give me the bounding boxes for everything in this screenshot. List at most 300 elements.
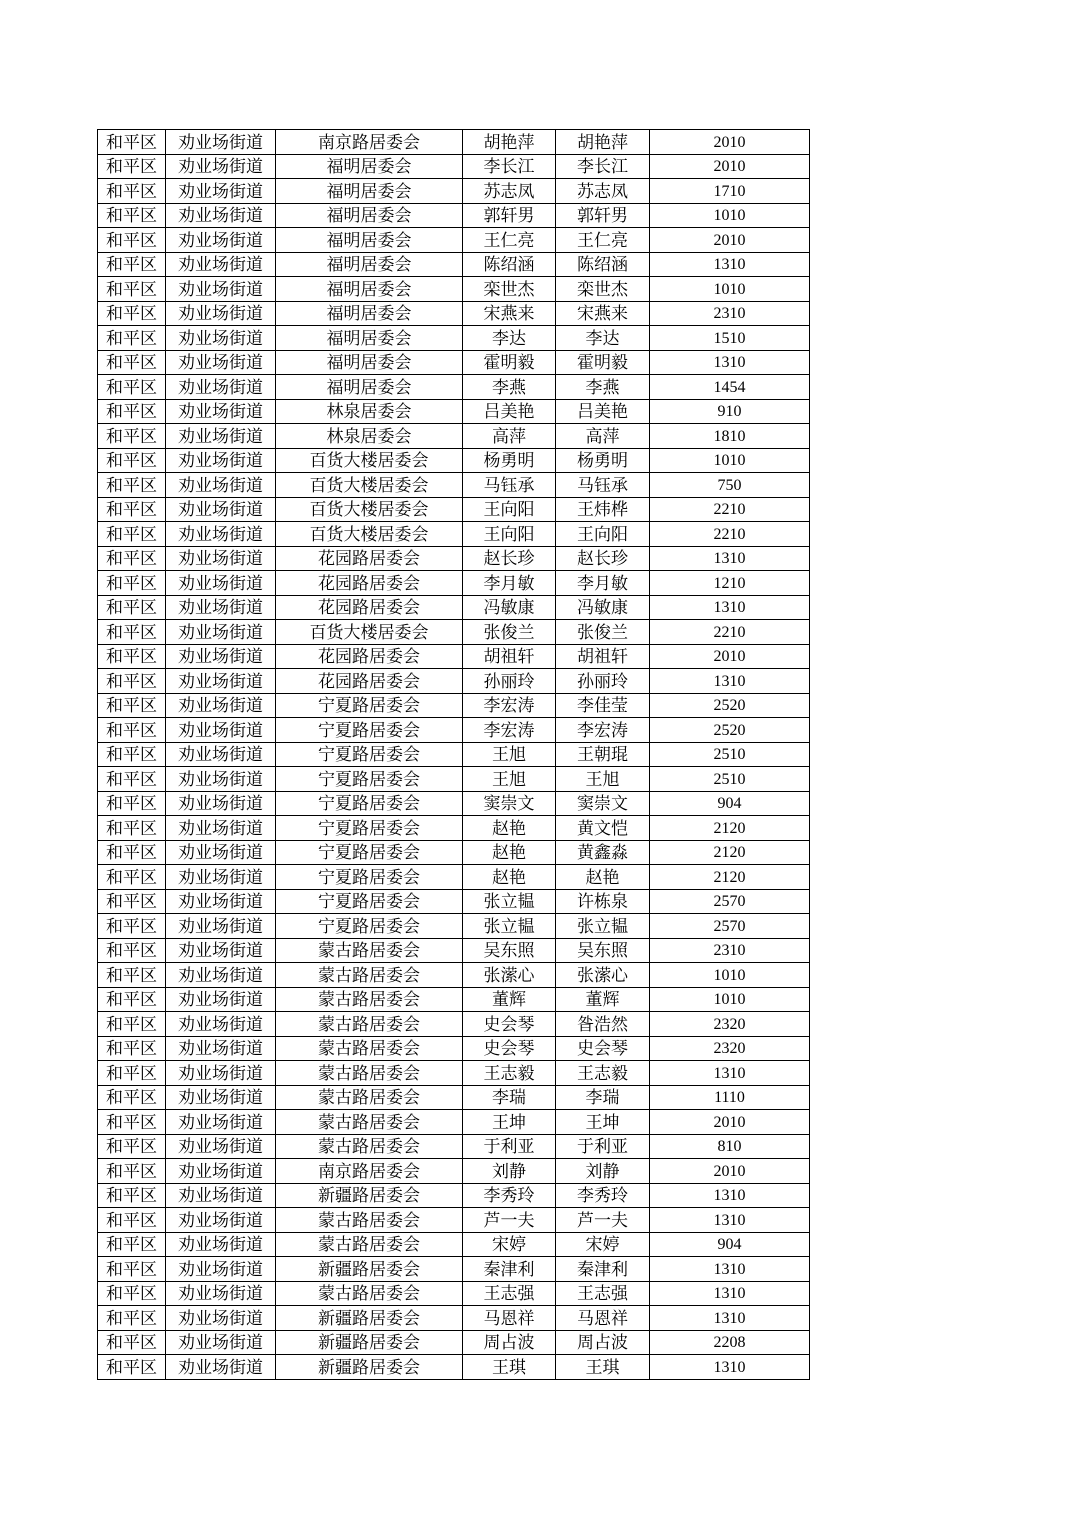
district-cell: 和平区 (98, 987, 166, 1012)
table-row (98, 1012, 810, 1037)
amount-cell: 2210 (650, 620, 810, 645)
street-cell: 劝业场街道 (166, 350, 276, 375)
committee-cell: 百货大楼居委会 (276, 620, 463, 645)
amount-cell: 1310 (650, 1257, 810, 1282)
table-row (98, 742, 810, 767)
committee-cell: 蒙古路居委会 (276, 938, 463, 963)
amount-cell: 2010 (650, 644, 810, 669)
member-cell: 李燕 (556, 375, 650, 400)
table-row (98, 326, 810, 351)
member-cell: 胡艳萍 (556, 130, 650, 155)
street-cell: 劝业场街道 (166, 497, 276, 522)
member-cell: 董辉 (556, 987, 650, 1012)
applicant-cell: 王旭 (463, 742, 556, 767)
table-row (98, 130, 810, 155)
applicant-cell: 王琪 (463, 1355, 556, 1380)
table-body (98, 130, 810, 1380)
member-cell: 吴东照 (556, 938, 650, 963)
member-cell: 宋燕来 (556, 301, 650, 326)
table-row (98, 1134, 810, 1159)
member-cell: 王坤 (556, 1110, 650, 1135)
applicant-cell: 栾世杰 (463, 277, 556, 302)
member-cell: 李瑞 (556, 1085, 650, 1110)
member-cell: 李月敏 (556, 571, 650, 596)
street-cell: 劝业场街道 (166, 693, 276, 718)
applicant-cell: 于利亚 (463, 1134, 556, 1159)
committee-cell: 福明居委会 (276, 326, 463, 351)
district-cell: 和平区 (98, 1036, 166, 1061)
district-cell: 和平区 (98, 718, 166, 743)
table-row (98, 203, 810, 228)
member-cell: 陈绍涵 (556, 252, 650, 277)
amount-cell: 1310 (650, 1183, 810, 1208)
amount-cell: 1454 (650, 375, 810, 400)
committee-cell: 宁夏路居委会 (276, 767, 463, 792)
table-row (98, 350, 810, 375)
amount-cell: 1010 (650, 277, 810, 302)
applicant-cell: 李宏涛 (463, 693, 556, 718)
street-cell: 劝业场街道 (166, 546, 276, 571)
table-row (98, 644, 810, 669)
committee-cell: 花园路居委会 (276, 546, 463, 571)
amount-cell: 810 (650, 1134, 810, 1159)
district-cell: 和平区 (98, 742, 166, 767)
member-cell: 高萍 (556, 424, 650, 449)
table-row (98, 1110, 810, 1135)
committee-cell: 蒙古路居委会 (276, 1061, 463, 1086)
amount-cell: 2570 (650, 914, 810, 939)
street-cell: 劝业场街道 (166, 718, 276, 743)
street-cell: 劝业场街道 (166, 1110, 276, 1135)
table-row (98, 938, 810, 963)
district-cell: 和平区 (98, 154, 166, 179)
district-cell: 和平区 (98, 938, 166, 963)
street-cell: 劝业场街道 (166, 326, 276, 351)
amount-cell: 1710 (650, 179, 810, 204)
member-cell: 吕美艳 (556, 399, 650, 424)
applicant-cell: 李瑞 (463, 1085, 556, 1110)
member-cell: 王志强 (556, 1281, 650, 1306)
committee-cell: 百货大楼居委会 (276, 497, 463, 522)
district-cell: 和平区 (98, 1012, 166, 1037)
committee-cell: 宁夏路居委会 (276, 840, 463, 865)
amount-cell: 1010 (650, 963, 810, 988)
district-cell: 和平区 (98, 326, 166, 351)
member-cell: 冯敏康 (556, 595, 650, 620)
committee-cell: 福明居委会 (276, 228, 463, 253)
street-cell: 劝业场街道 (166, 301, 276, 326)
street-cell: 劝业场街道 (166, 130, 276, 155)
district-cell: 和平区 (98, 350, 166, 375)
applicant-cell: 周占波 (463, 1330, 556, 1355)
amount-cell: 2510 (650, 767, 810, 792)
street-cell: 劝业场街道 (166, 1061, 276, 1086)
street-cell: 劝业场街道 (166, 228, 276, 253)
table-row (98, 791, 810, 816)
district-cell: 和平区 (98, 914, 166, 939)
district-cell: 和平区 (98, 228, 166, 253)
applicant-cell: 吕美艳 (463, 399, 556, 424)
amount-cell: 1310 (650, 546, 810, 571)
applicant-cell: 张俊兰 (463, 620, 556, 645)
table-row (98, 1061, 810, 1086)
street-cell: 劝业场街道 (166, 840, 276, 865)
street-cell: 劝业场街道 (166, 620, 276, 645)
street-cell: 劝业场街道 (166, 1134, 276, 1159)
amount-cell: 910 (650, 399, 810, 424)
member-cell: 马恩祥 (556, 1306, 650, 1331)
member-cell: 周占波 (556, 1330, 650, 1355)
district-cell: 和平区 (98, 693, 166, 718)
applicant-cell: 马恩祥 (463, 1306, 556, 1331)
applicant-cell: 王志毅 (463, 1061, 556, 1086)
street-cell: 劝业场街道 (166, 203, 276, 228)
member-cell: 李宏涛 (556, 718, 650, 743)
applicant-cell: 张立韫 (463, 914, 556, 939)
applicant-cell: 孙丽玲 (463, 669, 556, 694)
table-row (98, 865, 810, 890)
table-row (98, 546, 810, 571)
member-cell: 王琪 (556, 1355, 650, 1380)
street-cell: 劝业场街道 (166, 522, 276, 547)
committee-cell: 花园路居委会 (276, 571, 463, 596)
applicant-cell: 李燕 (463, 375, 556, 400)
amount-cell: 1310 (650, 1355, 810, 1380)
table-row (98, 252, 810, 277)
applicant-cell: 高萍 (463, 424, 556, 449)
member-cell: 宋婷 (556, 1232, 650, 1257)
member-cell: 王志毅 (556, 1061, 650, 1086)
district-cell: 和平区 (98, 889, 166, 914)
district-cell: 和平区 (98, 669, 166, 694)
amount-cell: 2120 (650, 816, 810, 841)
street-cell: 劝业场街道 (166, 791, 276, 816)
applicant-cell: 刘静 (463, 1159, 556, 1184)
committee-cell: 福明居委会 (276, 277, 463, 302)
committee-cell: 南京路居委会 (276, 130, 463, 155)
district-cell: 和平区 (98, 424, 166, 449)
district-cell: 和平区 (98, 840, 166, 865)
applicant-cell: 史会琴 (463, 1012, 556, 1037)
amount-cell: 1010 (650, 203, 810, 228)
applicant-cell: 赵艳 (463, 816, 556, 841)
applicant-cell: 郭轩男 (463, 203, 556, 228)
table-row (98, 1208, 810, 1233)
street-cell: 劝业场街道 (166, 1012, 276, 1037)
applicant-cell: 李长江 (463, 154, 556, 179)
street-cell: 劝业场街道 (166, 963, 276, 988)
amount-cell: 2010 (650, 1110, 810, 1135)
street-cell: 劝业场街道 (166, 1281, 276, 1306)
applicant-cell: 张潆心 (463, 963, 556, 988)
applicant-cell: 秦津利 (463, 1257, 556, 1282)
district-cell: 和平区 (98, 546, 166, 571)
street-cell: 劝业场街道 (166, 1208, 276, 1233)
amount-cell: 2010 (650, 154, 810, 179)
committee-cell: 宁夏路居委会 (276, 889, 463, 914)
street-cell: 劝业场街道 (166, 987, 276, 1012)
applicant-cell: 王向阳 (463, 497, 556, 522)
applicant-cell: 张立韫 (463, 889, 556, 914)
committee-cell: 新疆路居委会 (276, 1183, 463, 1208)
district-cell: 和平区 (98, 1110, 166, 1135)
table-row (98, 375, 810, 400)
applicant-cell: 史会琴 (463, 1036, 556, 1061)
committee-cell: 宁夏路居委会 (276, 693, 463, 718)
applicant-cell: 李月敏 (463, 571, 556, 596)
table-row (98, 1355, 810, 1380)
applicant-cell: 李秀玲 (463, 1183, 556, 1208)
amount-cell: 2010 (650, 228, 810, 253)
member-cell: 王向阳 (556, 522, 650, 547)
amount-cell: 2120 (650, 865, 810, 890)
committee-cell: 南京路居委会 (276, 1159, 463, 1184)
amount-cell: 2310 (650, 938, 810, 963)
district-cell: 和平区 (98, 277, 166, 302)
committee-cell: 花园路居委会 (276, 595, 463, 620)
table-row (98, 1281, 810, 1306)
street-cell: 劝业场街道 (166, 767, 276, 792)
committee-cell: 宁夏路居委会 (276, 718, 463, 743)
amount-cell: 2120 (650, 840, 810, 865)
committee-cell: 百货大楼居委会 (276, 473, 463, 498)
committee-cell: 宁夏路居委会 (276, 914, 463, 939)
street-cell: 劝业场街道 (166, 1159, 276, 1184)
data-table (97, 129, 810, 1380)
amount-cell: 2320 (650, 1036, 810, 1061)
table-row (98, 595, 810, 620)
member-cell: 杨勇明 (556, 448, 650, 473)
table-row (98, 1036, 810, 1061)
amount-cell: 2570 (650, 889, 810, 914)
committee-cell: 福明居委会 (276, 203, 463, 228)
district-cell: 和平区 (98, 1085, 166, 1110)
committee-cell: 花园路居委会 (276, 644, 463, 669)
member-cell: 李秀玲 (556, 1183, 650, 1208)
member-cell: 栾世杰 (556, 277, 650, 302)
district-cell: 和平区 (98, 963, 166, 988)
table-row (98, 669, 810, 694)
member-cell: 张潆心 (556, 963, 650, 988)
table-row (98, 767, 810, 792)
table-row (98, 448, 810, 473)
district-cell: 和平区 (98, 179, 166, 204)
committee-cell: 蒙古路居委会 (276, 1232, 463, 1257)
table-row (98, 963, 810, 988)
applicant-cell: 王坤 (463, 1110, 556, 1135)
member-cell: 王炜桦 (556, 497, 650, 522)
member-cell: 黄文恺 (556, 816, 650, 841)
table-row (98, 301, 810, 326)
amount-cell: 2210 (650, 497, 810, 522)
committee-cell: 新疆路居委会 (276, 1355, 463, 1380)
table-row (98, 154, 810, 179)
member-cell: 李佳莹 (556, 693, 650, 718)
table-row (98, 1183, 810, 1208)
committee-cell: 蒙古路居委会 (276, 1281, 463, 1306)
committee-cell: 蒙古路居委会 (276, 1036, 463, 1061)
applicant-cell: 马钰承 (463, 473, 556, 498)
table-row (98, 914, 810, 939)
street-cell: 劝业场街道 (166, 277, 276, 302)
street-cell: 劝业场街道 (166, 889, 276, 914)
member-cell: 王旭 (556, 767, 650, 792)
street-cell: 劝业场街道 (166, 865, 276, 890)
table-row (98, 840, 810, 865)
amount-cell: 1310 (650, 595, 810, 620)
table-row (98, 1085, 810, 1110)
amount-cell: 1310 (650, 1306, 810, 1331)
committee-cell: 宁夏路居委会 (276, 865, 463, 890)
member-cell: 刘静 (556, 1159, 650, 1184)
district-cell: 和平区 (98, 1061, 166, 1086)
amount-cell: 1210 (650, 571, 810, 596)
street-cell: 劝业场街道 (166, 448, 276, 473)
applicant-cell: 王仁亮 (463, 228, 556, 253)
table-row (98, 522, 810, 547)
committee-cell: 蒙古路居委会 (276, 1012, 463, 1037)
street-cell: 劝业场街道 (166, 1330, 276, 1355)
district-cell: 和平区 (98, 767, 166, 792)
table-row (98, 228, 810, 253)
applicant-cell: 宋婷 (463, 1232, 556, 1257)
member-cell: 苏志凤 (556, 179, 650, 204)
applicant-cell: 杨勇明 (463, 448, 556, 473)
committee-cell: 蒙古路居委会 (276, 1085, 463, 1110)
member-cell: 李达 (556, 326, 650, 351)
applicant-cell: 苏志凤 (463, 179, 556, 204)
member-cell: 胡祖轩 (556, 644, 650, 669)
member-cell: 秦津利 (556, 1257, 650, 1282)
district-cell: 和平区 (98, 448, 166, 473)
applicant-cell: 赵艳 (463, 840, 556, 865)
district-cell: 和平区 (98, 1208, 166, 1233)
applicant-cell: 王旭 (463, 767, 556, 792)
district-cell: 和平区 (98, 375, 166, 400)
committee-cell: 百货大楼居委会 (276, 448, 463, 473)
committee-cell: 福明居委会 (276, 350, 463, 375)
applicant-cell: 胡艳萍 (463, 130, 556, 155)
district-cell: 和平区 (98, 399, 166, 424)
member-cell: 王仁亮 (556, 228, 650, 253)
applicant-cell: 王向阳 (463, 522, 556, 547)
street-cell: 劝业场街道 (166, 644, 276, 669)
table-row (98, 1330, 810, 1355)
member-cell: 郭轩男 (556, 203, 650, 228)
district-cell: 和平区 (98, 1306, 166, 1331)
applicant-cell: 董辉 (463, 987, 556, 1012)
table-row (98, 620, 810, 645)
street-cell: 劝业场街道 (166, 1183, 276, 1208)
amount-cell: 1010 (650, 448, 810, 473)
amount-cell: 1310 (650, 350, 810, 375)
district-cell: 和平区 (98, 1134, 166, 1159)
street-cell: 劝业场街道 (166, 154, 276, 179)
table-row (98, 1257, 810, 1282)
committee-cell: 蒙古路居委会 (276, 1110, 463, 1135)
applicant-cell: 赵艳 (463, 865, 556, 890)
applicant-cell: 李宏涛 (463, 718, 556, 743)
committee-cell: 福明居委会 (276, 375, 463, 400)
amount-cell: 2310 (650, 301, 810, 326)
member-cell: 昝浩然 (556, 1012, 650, 1037)
applicant-cell: 吴东照 (463, 938, 556, 963)
district-cell: 和平区 (98, 1159, 166, 1184)
member-cell: 芦一夫 (556, 1208, 650, 1233)
table-row (98, 497, 810, 522)
district-cell: 和平区 (98, 865, 166, 890)
amount-cell: 1510 (650, 326, 810, 351)
street-cell: 劝业场街道 (166, 473, 276, 498)
street-cell: 劝业场街道 (166, 669, 276, 694)
applicant-cell: 冯敏康 (463, 595, 556, 620)
committee-cell: 蒙古路居委会 (276, 987, 463, 1012)
table-row (98, 693, 810, 718)
member-cell: 许栋泉 (556, 889, 650, 914)
street-cell: 劝业场街道 (166, 399, 276, 424)
street-cell: 劝业场街道 (166, 571, 276, 596)
committee-cell: 林泉居委会 (276, 399, 463, 424)
district-cell: 和平区 (98, 620, 166, 645)
member-cell: 王朝琨 (556, 742, 650, 767)
district-cell: 和平区 (98, 1330, 166, 1355)
amount-cell: 2520 (650, 693, 810, 718)
committee-cell: 蒙古路居委会 (276, 1134, 463, 1159)
table-row (98, 179, 810, 204)
committee-cell: 花园路居委会 (276, 669, 463, 694)
district-cell: 和平区 (98, 130, 166, 155)
district-cell: 和平区 (98, 1281, 166, 1306)
street-cell: 劝业场街道 (166, 1085, 276, 1110)
district-cell: 和平区 (98, 791, 166, 816)
street-cell: 劝业场街道 (166, 1036, 276, 1061)
committee-cell: 福明居委会 (276, 252, 463, 277)
street-cell: 劝业场街道 (166, 914, 276, 939)
committee-cell: 宁夏路居委会 (276, 742, 463, 767)
member-cell: 赵长珍 (556, 546, 650, 571)
district-cell: 和平区 (98, 1232, 166, 1257)
street-cell: 劝业场街道 (166, 595, 276, 620)
district-cell: 和平区 (98, 1355, 166, 1380)
street-cell: 劝业场街道 (166, 938, 276, 963)
district-cell: 和平区 (98, 497, 166, 522)
amount-cell: 1310 (650, 252, 810, 277)
district-cell: 和平区 (98, 252, 166, 277)
applicant-cell: 王志强 (463, 1281, 556, 1306)
applicant-cell: 窦崇文 (463, 791, 556, 816)
street-cell: 劝业场街道 (166, 816, 276, 841)
member-cell: 张立韫 (556, 914, 650, 939)
table-row (98, 571, 810, 596)
district-cell: 和平区 (98, 301, 166, 326)
member-cell: 孙丽玲 (556, 669, 650, 694)
amount-cell: 2010 (650, 1159, 810, 1184)
amount-cell: 1810 (650, 424, 810, 449)
street-cell: 劝业场街道 (166, 179, 276, 204)
committee-cell: 林泉居委会 (276, 424, 463, 449)
table-row (98, 816, 810, 841)
amount-cell: 750 (650, 473, 810, 498)
district-cell: 和平区 (98, 595, 166, 620)
applicant-cell: 胡祖轩 (463, 644, 556, 669)
table-row (98, 424, 810, 449)
committee-cell: 新疆路居委会 (276, 1330, 463, 1355)
district-cell: 和平区 (98, 644, 166, 669)
table-row (98, 1306, 810, 1331)
committee-cell: 百货大楼居委会 (276, 522, 463, 547)
applicant-cell: 陈绍涵 (463, 252, 556, 277)
member-cell: 赵艳 (556, 865, 650, 890)
